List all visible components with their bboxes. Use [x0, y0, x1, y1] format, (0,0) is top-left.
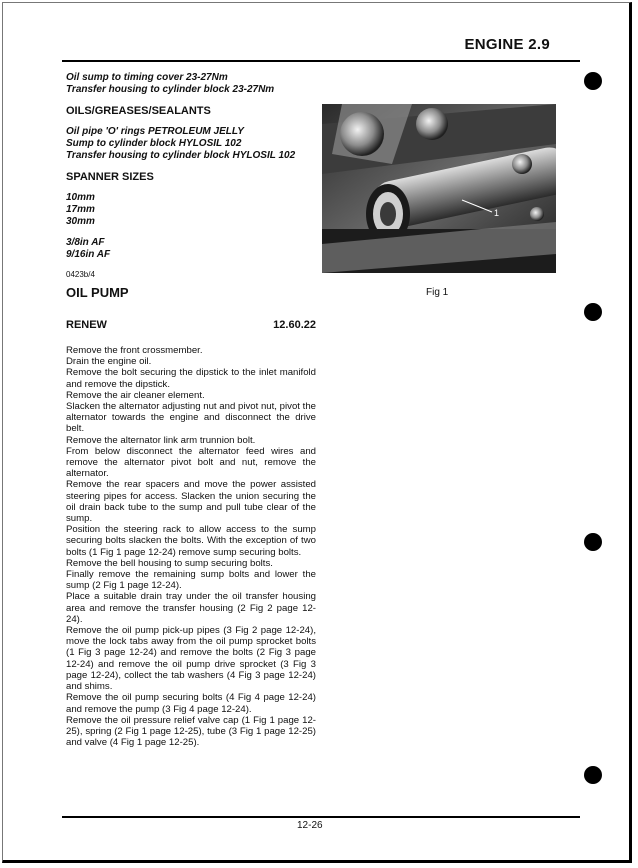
renew-code: 12.60.22 — [273, 319, 316, 331]
procedure-step: Remove the alternator link arm trunnion bolt. — [66, 434, 256, 446]
procedure-step: Remove the air cleaner element. — [66, 389, 205, 401]
procedure-step: Remove the oil pump securing bolts (4 Fig 4 page 12-24) and remove the pump (3 Fig 4 page 12-24). — [66, 692, 316, 715]
engine-photo-graphic — [322, 104, 556, 273]
doc-code: 0423b/4 — [66, 270, 95, 279]
procedure-step: Remove the oil pump pick-up pipes (3 Fig 2 page 12-24), move the lock tabs away from the oil pump sprocket bolts (1 Fig 3 page 12-24) and remove the bolts (2 Fig 3 page 12-24) and remove the oil pump drive sprocket (3 Fig 3 page 12-24), collect the tab washers (4 Fig 3 page 12-24) and shims. — [66, 625, 316, 693]
binder-hole — [584, 72, 602, 90]
engine-photo — [322, 104, 556, 273]
figure-callout: 1 — [494, 208, 500, 218]
spanner-size: 10mm — [66, 192, 95, 203]
procedure-step: Remove the front crossmember. — [66, 345, 203, 356]
spanner-size: 17mm — [66, 204, 95, 215]
procedure-step: From below disconnect the alternator feed wires and remove the alternator pivot bolt and nut, remove the alternator. — [66, 445, 316, 480]
binder-hole — [584, 533, 602, 551]
page-number: 12-26 — [297, 820, 323, 831]
renew-label: RENEW — [66, 319, 107, 331]
procedure-step: Remove the bolt securing the dipstick to the inlet manifold and remove the dipstick. — [66, 367, 316, 390]
procedure-step: Position the steering rack to allow access to the sump securing bolts slacken the bolts. With the exception of two bolts (1 Fig 1 page 12-24) remove sump securing bolts. — [66, 524, 316, 558]
procedure-step: Remove the oil pressure relief valve cap (1 Fig 1 page 12-25), spring (2 Fig 1 page 12-25), tube (3 Fig 1 page 12-25) and valve (4 Fig 1 page 12-25). — [66, 714, 316, 749]
renew-row — [66, 319, 316, 331]
footer-rule — [62, 816, 580, 818]
binder-hole — [584, 303, 602, 321]
torque-line: Oil sump to timing cover 23-27Nm — [66, 72, 228, 83]
procedure-text — [66, 345, 316, 748]
oil-item: Transfer housing to cylinder block HYLOSIL 102 — [66, 150, 296, 161]
procedure-step: Drain the engine oil. — [66, 356, 152, 368]
oil-item: Sump to cylinder block HYLOSIL 102 — [66, 138, 242, 149]
procedure-step: Slacken the alternator adjusting nut and pivot nut, pivot the alternator towards the engine and disconnect the drive belt. — [66, 401, 316, 435]
procedure-step: Place a suitable drain tray under the oil transfer housing area and remove the transfer housing (2 Fig 2 page 12-24). — [66, 591, 316, 625]
oils-heading: OILS/GREASES/SEALANTS — [66, 105, 211, 117]
binder-hole — [584, 766, 602, 784]
spanner-size: 3/8in AF — [66, 237, 105, 248]
header-rule — [62, 60, 580, 62]
torque-line: Transfer housing to cylinder block 23-27Nm — [66, 84, 275, 95]
figure-caption: Fig 1 — [426, 287, 449, 298]
left-column — [66, 72, 316, 748]
page-title: ENGINE 2.9 — [464, 36, 550, 53]
procedure-step: Finally remove the remaining sump bolts and lower the sump (2 Fig 1 page 12-24). — [66, 569, 316, 592]
oil-item: Oil pipe 'O' rings PETROLEUM JELLY — [66, 126, 244, 137]
spanner-size: 9/16in AF — [66, 249, 111, 260]
procedure-step: Remove the rear spacers and move the power assisted steering pipes for access. Slacken the union securing the oil drain back tube to the sump and pull tube clear of the sump. — [66, 479, 316, 525]
procedure-step: Remove the bell housing to sump securing bolts. — [66, 557, 273, 569]
spanner-size: 30mm — [66, 216, 95, 227]
spanner-heading: SPANNER SIZES — [66, 171, 154, 183]
oil-pump-heading: OIL PUMP — [66, 285, 129, 300]
